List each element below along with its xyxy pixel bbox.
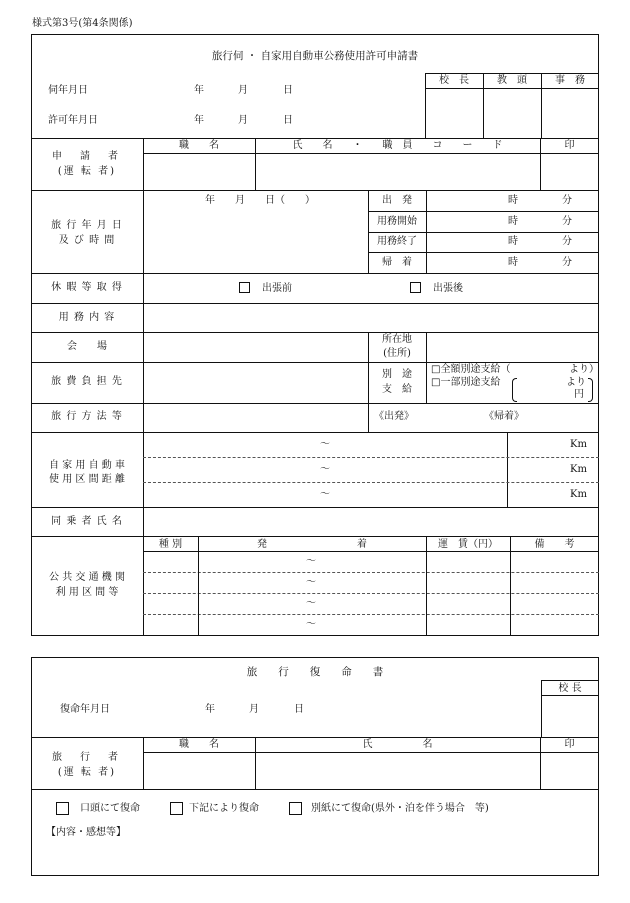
travel-date-label: 旅 行 年 月 日 [51, 220, 123, 231]
hour-unit: 時 [508, 216, 518, 227]
applicant-driver-label: (運 転 者) [57, 166, 117, 177]
full-pay-from: より） [569, 364, 599, 375]
location-field[interactable] [427, 333, 598, 361]
car-route-tilde: ～ [320, 464, 330, 475]
location-label: 所在地 [382, 334, 412, 345]
km-unit: Km [570, 464, 587, 475]
leave-before-label: 出張前 [262, 283, 292, 294]
report-content-field[interactable] [33, 842, 597, 874]
leave-before-checkbox[interactable] [239, 282, 250, 293]
report-col-name: 氏 名 [362, 739, 433, 750]
report-title: 旅 行 復 命 書 [246, 666, 384, 678]
minute-unit: 分 [562, 236, 572, 247]
arrive-mark: 《帰着》 [484, 411, 524, 422]
report-col-seal: 印 [564, 739, 575, 750]
applicant-label: 申 請 者 [52, 151, 122, 162]
venue-label: 会 場 [67, 341, 107, 352]
applicant-name-field[interactable] [256, 155, 539, 189]
time-return-label: 帰 着 [382, 257, 412, 268]
hour-unit: 時 [508, 195, 518, 206]
form-number: 様式第3号(第4条関係) [32, 18, 133, 29]
report-principal: 校 長 [558, 683, 582, 694]
report-date-label: 復命年月日 [60, 704, 110, 715]
report-month: 月 [249, 704, 259, 715]
traveler-name-field[interactable] [256, 754, 539, 788]
transit-col-route: 発 着 [257, 539, 367, 550]
traveler-post-field[interactable] [144, 754, 254, 788]
car-distance-label: 使 用 区 間 距 離 [49, 474, 125, 485]
separate-pay-label: 別 途 [382, 369, 412, 380]
application-title: 旅行伺 ・ 自家用自動車公務使用許可申請書 [211, 50, 419, 62]
transit-route-tilde: ～ [306, 598, 316, 609]
travel-time-label: 及 び 時 間 [58, 235, 116, 246]
car-route-tilde: ～ [320, 439, 330, 450]
separate-pay-label-2: 支 給 [382, 384, 412, 395]
car-route-tilde: ～ [320, 489, 330, 500]
leave-after-checkbox[interactable] [410, 282, 421, 293]
traveler-label: 旅 行 者 [52, 752, 122, 763]
leave-label: 休 暇 等 取 得 [51, 282, 123, 293]
transit-route-tilde: ～ [306, 577, 316, 588]
minute-unit: 分 [562, 257, 572, 268]
transit-route-tilde: ～ [306, 556, 316, 567]
expense-label: 旅 費 負 担 先 [51, 376, 123, 387]
separate-sheet-checkbox[interactable] [289, 802, 302, 815]
report-col-post: 職 名 [179, 739, 219, 750]
transit-route-tilde: ～ [306, 619, 316, 630]
time-depart-label: 出 発 [382, 195, 412, 206]
time-start-label: 用務開始 [377, 216, 417, 227]
transit-label: 公 共 交 通 機 関 [49, 572, 125, 583]
written-report-checkbox[interactable] [170, 802, 183, 815]
written-report-label: 下記により復命 [189, 803, 259, 814]
applicant-seal-field[interactable] [541, 155, 598, 189]
partial-pay-yen: 円 [574, 389, 584, 400]
traveler-seal-field[interactable] [541, 754, 598, 788]
minute-unit: 分 [562, 195, 572, 206]
passenger-field[interactable] [144, 508, 598, 535]
permission-date-label: 許可年月日 [48, 115, 98, 126]
car-label: 自 家 用 自 動 車 [49, 460, 125, 471]
oral-report-label: 口頭にて復命 [80, 803, 140, 814]
method-label: 旅 行 方 法 等 [51, 411, 123, 422]
separate-sheet-label: 別紙にて復命(県外・泊を伴う場合 等) [311, 803, 489, 814]
hour-unit: 時 [508, 257, 518, 268]
approver-principal: 校 長 [439, 75, 469, 86]
transit-section-label: 利 用 区 間 等 [55, 587, 119, 598]
leave-after-label: 出張後 [433, 283, 463, 294]
transit-col-type: 種 別 [158, 539, 183, 550]
col-seal: 印 [564, 140, 575, 151]
oral-report-checkbox[interactable] [56, 802, 69, 815]
passenger-label: 同 乗 者 氏 名 [51, 516, 123, 527]
expense-field[interactable] [144, 363, 367, 402]
col-name-code: 氏 名 ・ 職 員 コ ー ド [292, 140, 503, 151]
address-label: (住所) [383, 348, 411, 359]
permission-year: 年 [194, 115, 204, 126]
applicant-post-field[interactable] [144, 155, 254, 189]
approver-office: 事 務 [555, 75, 585, 86]
report-year: 年 [205, 704, 215, 715]
minute-unit: 分 [562, 216, 572, 227]
method-field[interactable] [144, 404, 367, 431]
inquiry-day: 日 [283, 85, 293, 96]
km-unit: Km [570, 489, 587, 500]
business-label: 用 務 内 容 [58, 312, 116, 323]
hour-unit: 時 [508, 236, 518, 247]
transit-col-fare: 運 賃（円） [438, 539, 498, 550]
permission-month: 月 [238, 115, 248, 126]
partial-pay-from: より [566, 377, 586, 388]
km-unit: Km [570, 439, 587, 450]
permission-day: 日 [283, 115, 293, 126]
inquiry-date-label: 伺年月日 [48, 85, 88, 96]
time-end-label: 用務終了 [377, 236, 417, 247]
col-post: 職 名 [179, 140, 219, 151]
traveler-driver-label: (運 転 者) [57, 767, 117, 778]
transit-col-remarks: 備 考 [534, 539, 575, 550]
inquiry-year: 年 [194, 85, 204, 96]
travel-date-format: 年 月 日（ ） [205, 195, 315, 206]
inquiry-month: 月 [238, 85, 248, 96]
depart-mark: 《出発》 [374, 411, 414, 422]
venue-field[interactable] [144, 333, 367, 361]
report-content-label: 【内容・感想等】 [46, 827, 126, 838]
partial-pay-option[interactable]: □一部別途支給 [431, 377, 501, 388]
approver-vice-principal: 教 頭 [497, 75, 527, 86]
full-pay-option[interactable]: □全額別途支給（ [431, 364, 511, 375]
business-content-field[interactable] [144, 304, 598, 331]
report-day: 日 [294, 704, 304, 715]
